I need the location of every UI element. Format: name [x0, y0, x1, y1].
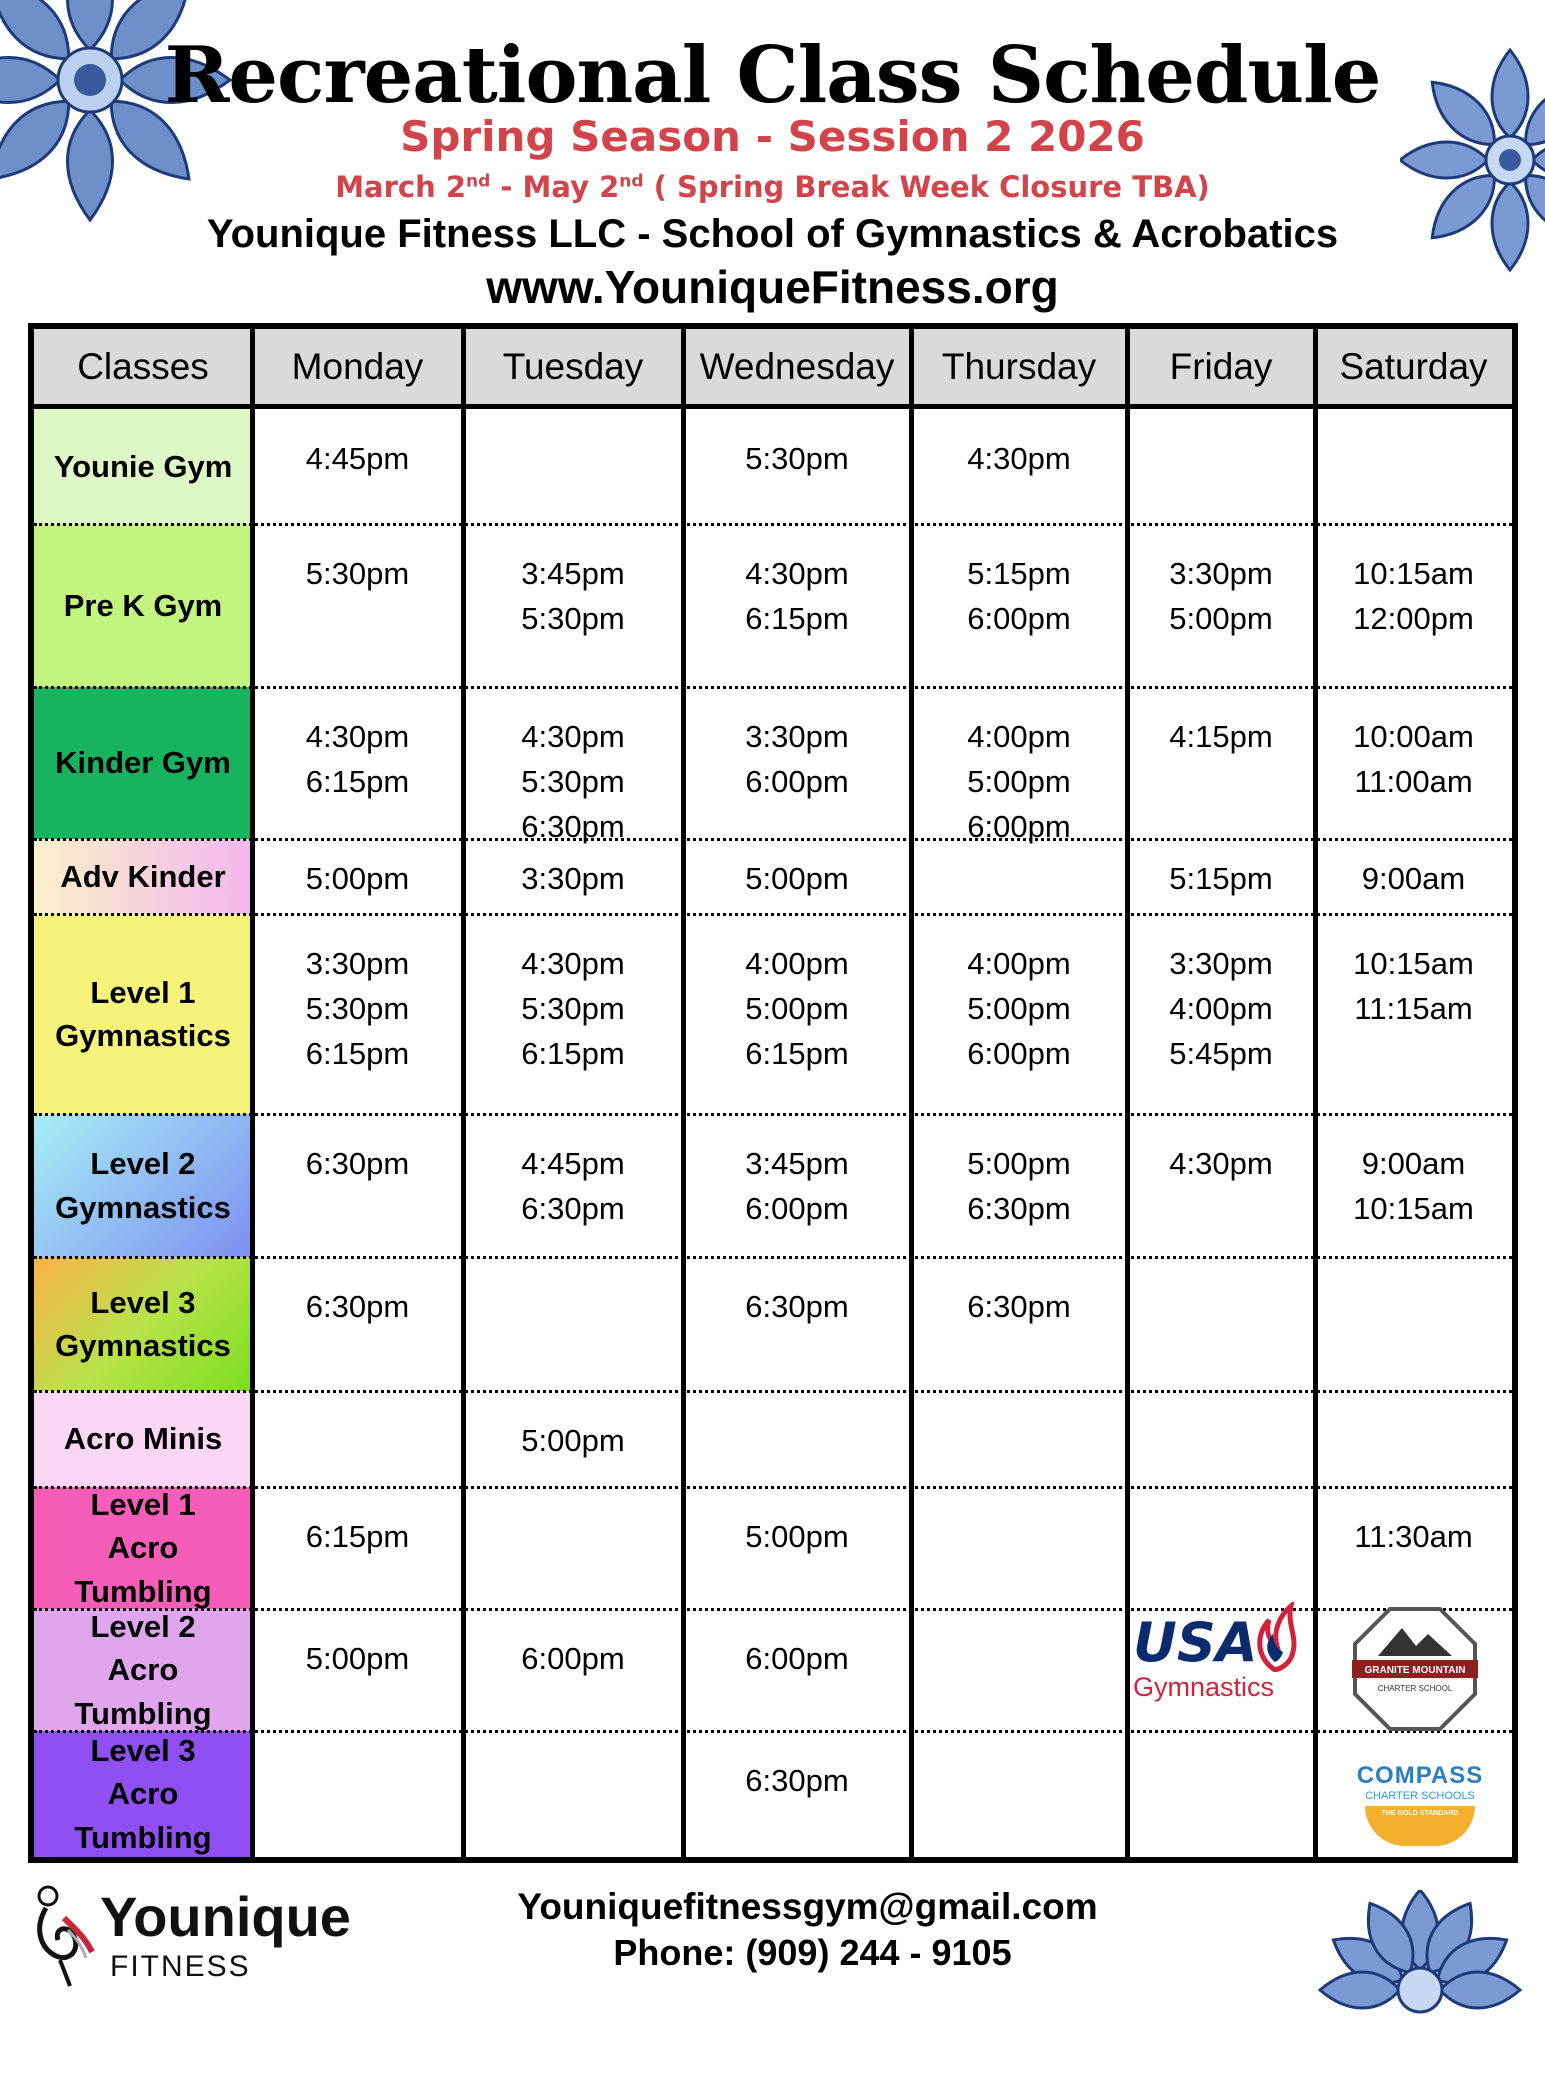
- row-divider: [34, 523, 1512, 526]
- class-time: 10:15am: [1353, 556, 1474, 591]
- thursday-time-cell: [911, 1731, 1127, 1857]
- class-name-line: Level 2: [90, 1608, 196, 1644]
- column-divider: [1125, 329, 1130, 1857]
- friday-time-cell: [1127, 1731, 1315, 1857]
- class-time: 5:00pm: [1169, 600, 1273, 636]
- wednesday-time-cell: [683, 839, 911, 914]
- thursday-time-cell: [911, 914, 1127, 1114]
- column-divider: [250, 329, 255, 1857]
- friday-time-cell: [1127, 1391, 1315, 1487]
- header-classes: Classes: [34, 329, 252, 409]
- dates-end: ( Spring Break Week Closure TBA): [643, 170, 1210, 204]
- tuesday-time-cell: [463, 839, 683, 914]
- tuesday-time-cell: [463, 409, 683, 524]
- friday-time-cell: [1127, 1487, 1315, 1609]
- class-name-line: Gymnastics: [55, 1189, 231, 1225]
- class-name-cell: [34, 1114, 252, 1257]
- class-time: 5:30pm: [745, 441, 849, 476]
- header-wednesday: Wednesday: [683, 329, 911, 409]
- class-time: 5:15pm: [1169, 861, 1273, 896]
- class-name-cell: [34, 1257, 252, 1391]
- class-time: 5:30pm: [305, 990, 410, 1026]
- class-time: 6:15pm: [305, 763, 410, 799]
- class-time: 6:30pm: [745, 1763, 849, 1798]
- row-divider: [34, 1390, 1512, 1393]
- class-time: 4:00pm: [967, 946, 1071, 981]
- class-name-line: Acro Tumbling: [74, 1776, 212, 1855]
- contact-phone: Phone: (909) 244 - 9105: [613, 1932, 1012, 1973]
- session-dates: [0, 170, 1545, 204]
- class-time: 5:45pm: [1169, 1035, 1273, 1071]
- friday-time-cell: [1127, 409, 1315, 524]
- school-name: Younique Fitness LLC - School of Gymnastics & Acrobatics: [206, 212, 1339, 256]
- class-time: 3:30pm: [1169, 946, 1273, 981]
- class-time: 6:30pm: [521, 1190, 625, 1226]
- thursday-time-cell: [911, 1257, 1127, 1391]
- class-name-line: Pre K Gym: [63, 587, 223, 623]
- thursday-time-cell: [911, 409, 1127, 524]
- compass-charter-logo: [1350, 1762, 1490, 1846]
- monday-time-cell: [252, 1609, 463, 1731]
- class-time: 5:30pm: [521, 763, 625, 799]
- fitness-word: FITNESS: [110, 1950, 251, 1983]
- class-time: 6:15pm: [745, 600, 849, 636]
- wednesday-time-cell: [683, 1731, 911, 1857]
- header-monday: Monday: [252, 329, 463, 409]
- row-divider: [34, 1256, 1512, 1259]
- row-divider: [34, 838, 1512, 841]
- granite-line2: CHARTER SCHOOL: [1377, 1684, 1453, 1693]
- dates-start-sup: nd: [466, 171, 491, 192]
- class-time: 6:00pm: [745, 1641, 849, 1676]
- row-divider: [34, 913, 1512, 916]
- class-time: 9:00am: [1361, 861, 1466, 896]
- tuesday-time-cell: [463, 1257, 683, 1391]
- wednesday-time-cell: [683, 1114, 911, 1257]
- granite-line1: GRANITE MOUNTAIN: [1364, 1665, 1466, 1676]
- class-time: 4:45pm: [305, 441, 410, 476]
- thursday-time-cell: [911, 839, 1127, 914]
- class-time: 4:30pm: [967, 441, 1071, 476]
- saturday-time-cell: [1315, 687, 1512, 839]
- tuesday-time-cell: [463, 1487, 683, 1609]
- class-time: 3:45pm: [745, 1146, 849, 1181]
- dates-mid: - May 2: [490, 170, 620, 204]
- class-time: 5:00pm: [967, 763, 1071, 799]
- saturday-time-cell: [1315, 914, 1512, 1114]
- wednesday-time-cell: [683, 1487, 911, 1609]
- friday-time-cell: [1127, 914, 1315, 1114]
- monday-time-cell: [252, 524, 463, 687]
- class-name-line: Gymnastics: [55, 1018, 231, 1053]
- row-divider: [34, 1730, 1512, 1733]
- class-time: 12:00pm: [1353, 600, 1474, 636]
- class-name-line: Gymnastics: [55, 1328, 231, 1363]
- class-time: 5:00pm: [305, 1641, 410, 1676]
- thursday-time-cell: [911, 1609, 1127, 1731]
- column-divider: [681, 329, 686, 1857]
- usa-word: USA: [1133, 1611, 1258, 1674]
- row-divider: [34, 1113, 1512, 1116]
- class-time: 5:30pm: [521, 990, 625, 1026]
- class-time: 10:15am: [1353, 1190, 1474, 1226]
- class-name-cell: [34, 1391, 252, 1487]
- header-friday: Friday: [1127, 329, 1315, 409]
- friday-time-cell: [1127, 524, 1315, 687]
- class-name-cell: [34, 839, 252, 914]
- tuesday-time-cell: [463, 687, 683, 844]
- class-time: 6:00pm: [745, 763, 849, 799]
- wednesday-time-cell: [683, 409, 911, 524]
- season-subtitle: Spring Season - Session 2 2026: [400, 112, 1145, 161]
- friday-time-cell: [1127, 1257, 1315, 1391]
- granite-mountain-logo: [1350, 1606, 1480, 1732]
- saturday-time-cell: [1315, 409, 1512, 524]
- tuesday-time-cell: [463, 1609, 683, 1731]
- class-name-line: Acro Minis: [63, 1421, 223, 1457]
- wednesday-time-cell: [683, 914, 911, 1114]
- monday-time-cell: [252, 914, 463, 1114]
- class-time: 10:00am: [1353, 719, 1474, 754]
- thursday-time-cell: [911, 524, 1127, 687]
- class-time: 5:30pm: [521, 600, 625, 636]
- saturday-time-cell: [1315, 1487, 1512, 1609]
- monday-time-cell: [252, 1257, 463, 1391]
- class-time: 11:30am: [1354, 1519, 1473, 1554]
- class-name-cell: [34, 1609, 252, 1731]
- class-time: 6:30pm: [967, 1289, 1071, 1324]
- class-time: 6:30pm: [967, 1190, 1071, 1226]
- class-name-line: Acro Tumbling: [74, 1530, 212, 1609]
- class-time: 5:00pm: [745, 1519, 849, 1554]
- thursday-time-cell: [911, 1487, 1127, 1609]
- monday-time-cell: [252, 1114, 463, 1257]
- class-time: 4:30pm: [305, 719, 410, 754]
- usa-gymnastics-logo: [1133, 1611, 1303, 1703]
- class-time: 4:00pm: [967, 719, 1071, 754]
- flame-icon: [1251, 1602, 1299, 1672]
- class-time: 4:15pm: [1169, 719, 1273, 754]
- class-time: 4:45pm: [521, 1146, 625, 1181]
- class-name-cell: [34, 1487, 252, 1609]
- dates-start: March 2: [335, 170, 467, 204]
- class-time: 11:15am: [1354, 990, 1473, 1026]
- class-time: 6:00pm: [967, 600, 1071, 636]
- wednesday-time-cell: [683, 687, 911, 839]
- compass-sub: CHARTER SCHOOLS: [1365, 1790, 1475, 1802]
- class-name-line: Level 1: [90, 1486, 196, 1522]
- class-name-line: Younie Gym: [53, 448, 233, 484]
- page-title: Recreational Class Schedule: [164, 30, 1381, 121]
- class-time: 4:30pm: [1169, 1146, 1273, 1181]
- website-link[interactable]: www.YouniqueFitness.org: [486, 261, 1059, 313]
- tuesday-time-cell: [463, 1391, 683, 1487]
- class-name-cell: [34, 1731, 252, 1857]
- class-name-cell: [34, 524, 252, 687]
- monday-time-cell: [252, 839, 463, 914]
- friday-time-cell: [1127, 687, 1315, 839]
- saturday-time-cell: [1315, 1391, 1512, 1487]
- wednesday-time-cell: [683, 1391, 911, 1487]
- thursday-time-cell: [911, 687, 1127, 844]
- header-thursday: Thursday: [911, 329, 1127, 409]
- class-time: 6:15pm: [305, 1035, 410, 1071]
- class-time: 6:15pm: [305, 1519, 410, 1554]
- class-name-cell: [34, 687, 252, 839]
- class-time: 4:00pm: [1169, 990, 1273, 1026]
- class-time: 6:30pm: [521, 808, 625, 844]
- saturday-time-cell: [1315, 1257, 1512, 1391]
- contact-email[interactable]: Youniquefitnessgym@gmail.com: [517, 1886, 1098, 1927]
- thursday-time-cell: [911, 1391, 1127, 1487]
- class-time: 4:30pm: [521, 946, 625, 981]
- row-divider: [34, 686, 1512, 689]
- class-time: 4:30pm: [745, 556, 849, 591]
- wednesday-time-cell: [683, 1257, 911, 1391]
- monday-time-cell: [252, 687, 463, 839]
- dates-mid-sup: nd: [619, 171, 644, 192]
- class-time: 4:00pm: [745, 946, 849, 981]
- class-name-line: Kinder Gym: [55, 745, 231, 781]
- class-time: 4:30pm: [521, 719, 625, 754]
- class-time: 11:00am: [1354, 763, 1473, 799]
- class-time: 5:00pm: [745, 990, 849, 1026]
- class-time: 6:00pm: [967, 1035, 1071, 1071]
- column-divider: [461, 329, 466, 1857]
- header-saturday: Saturday: [1315, 329, 1512, 409]
- class-name-line: Level 1: [90, 974, 196, 1010]
- column-divider: [1313, 329, 1318, 1857]
- saturday-time-cell: [1315, 524, 1512, 687]
- class-time: 6:00pm: [967, 808, 1071, 844]
- wednesday-time-cell: [683, 1609, 911, 1731]
- class-time: 3:30pm: [1169, 556, 1273, 591]
- class-time: 5:15pm: [967, 556, 1071, 591]
- class-time: 5:00pm: [967, 990, 1071, 1026]
- tuesday-time-cell: [463, 524, 683, 687]
- class-time: 6:30pm: [305, 1289, 410, 1324]
- class-time: 5:30pm: [305, 556, 410, 591]
- class-time: 3:30pm: [521, 861, 625, 896]
- class-time: 3:30pm: [305, 946, 410, 981]
- tuesday-time-cell: [463, 1114, 683, 1257]
- class-name-line: Adv Kinder: [60, 858, 226, 894]
- class-name-cell: [34, 914, 252, 1114]
- class-name-line: Level 3: [90, 1284, 196, 1320]
- row-divider: [34, 1486, 1512, 1489]
- class-time: 5:00pm: [967, 1146, 1071, 1181]
- class-time: 6:15pm: [521, 1035, 625, 1071]
- friday-time-cell: [1127, 1114, 1315, 1257]
- gold-standard-banner: THE GOLD STANDARD: [1365, 1806, 1475, 1846]
- class-time: 6:30pm: [745, 1289, 849, 1324]
- compass-word: COMPASS: [1356, 1762, 1484, 1789]
- class-time: 6:00pm: [521, 1641, 625, 1676]
- monday-time-cell: [252, 409, 463, 524]
- thursday-time-cell: [911, 1114, 1127, 1257]
- class-name-line: Level 3: [90, 1732, 196, 1768]
- saturday-time-cell: [1315, 839, 1512, 914]
- class-time: 6:00pm: [745, 1190, 849, 1226]
- saturday-time-cell: [1315, 1114, 1512, 1257]
- header-tuesday: Tuesday: [463, 329, 683, 409]
- class-time: 6:15pm: [745, 1035, 849, 1071]
- wednesday-time-cell: [683, 524, 911, 687]
- class-time: 5:00pm: [521, 1423, 625, 1458]
- class-time: 3:45pm: [521, 556, 625, 591]
- class-name-cell: [34, 409, 252, 524]
- friday-time-cell: [1127, 839, 1315, 914]
- column-divider: [909, 329, 914, 1857]
- class-time: 3:30pm: [745, 719, 849, 754]
- class-name-line: Level 2: [90, 1146, 196, 1182]
- monday-time-cell: [252, 1391, 463, 1487]
- monday-time-cell: [252, 1731, 463, 1857]
- class-name-line: Acro Tumbling: [74, 1652, 212, 1731]
- tuesday-time-cell: [463, 914, 683, 1114]
- class-time: 5:00pm: [745, 861, 849, 896]
- younique-name: Younique: [100, 1885, 351, 1948]
- class-time: 10:15am: [1353, 946, 1474, 981]
- class-time: 5:00pm: [305, 861, 410, 896]
- class-time: 6:30pm: [305, 1146, 410, 1181]
- tuesday-time-cell: [463, 1731, 683, 1857]
- monday-time-cell: [252, 1487, 463, 1609]
- gymnastics-word: Gymnastics: [1133, 1672, 1275, 1702]
- class-time: 9:00am: [1361, 1146, 1466, 1181]
